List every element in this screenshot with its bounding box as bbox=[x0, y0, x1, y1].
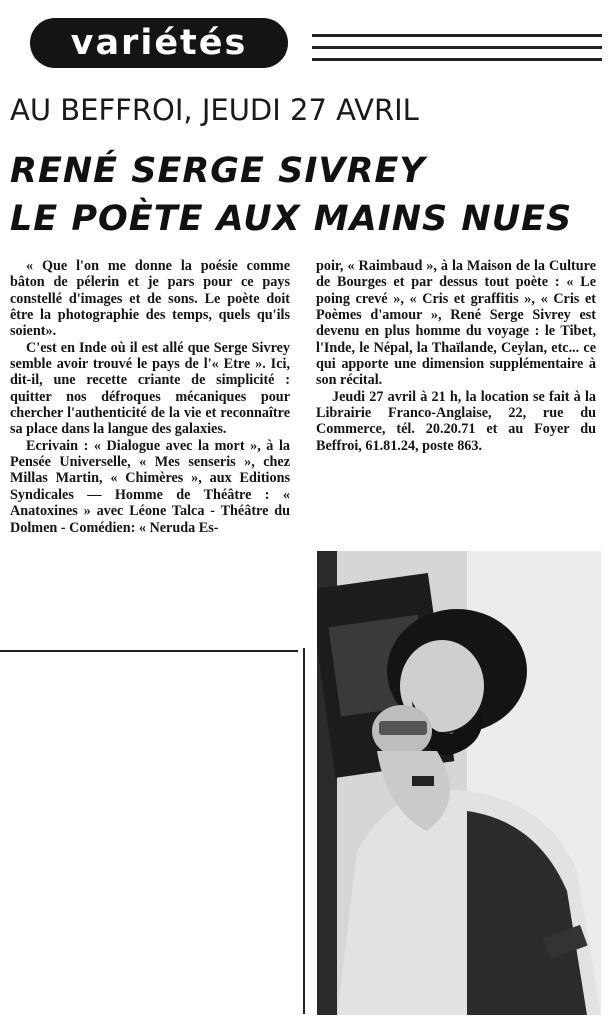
column-1-paragraph-3: Ecrivain : « Dialogue avec la mort », à la Pensée Universelle, « Mes senseris », chez Millas Martin, « Chimères », aux Editions Syndicales — Homme de Théâtre : « Anatoxines » avec Léone Talca - Théâtre du Dolmen - Comédien: « Neruda Es- bbox=[10, 437, 290, 536]
photo-illustration bbox=[317, 551, 601, 1015]
article-column-1 bbox=[10, 258, 290, 536]
column-end-rule bbox=[0, 650, 298, 652]
decorative-rule-1 bbox=[312, 34, 602, 37]
man-playing-harmonica-photo bbox=[317, 551, 601, 1015]
rubric-banner bbox=[30, 18, 288, 68]
decorative-rule-2 bbox=[312, 46, 602, 49]
photo-divider-rule bbox=[303, 648, 305, 1014]
column-1-paragraph-2: C'est en Inde où il est allé que Serge Sivrey semble avoir trouvé le pays de l'« Etre ». Ici, dit-il, une recette criante de simplicité : quitter nos défroques mécaniques pour chercher l'authenticité de la vie et reconnaître sa place dans la langue des galaxies. bbox=[10, 339, 290, 438]
headline-line-2: LE POÈTE AUX MAINS NUES bbox=[10, 199, 573, 239]
column-2-paragraph-2: Jeudi 27 avril à 21 h, la location se fait à la Librairie Franco-Anglaise, 22, rue du Commerce, tél. 20.20.71 et au Foyer du Beffroi, 61.81.24, poste 863. bbox=[316, 388, 596, 454]
column-2-paragraph-1: poir, « Raimbaud », à la Maison de la Culture de Bourges et par dessus tout poète : « Le poing crevé », « Cris et graffitis », « Cris et Poèmes d'amour », René Serge Sivrey est devenu en plus homme du voyage : le Tibet, l'Inde, le Népal, la Thaïlande, Ceylan, etc... ce qui apporte une dimension supplémentaire à son récital. bbox=[316, 258, 596, 389]
headline-line-1: RENÉ SERGE SIVREY bbox=[10, 151, 426, 191]
rubric-label: variétés bbox=[70, 23, 248, 63]
article-column-2 bbox=[316, 258, 596, 454]
article-kicker: AU BEFFROI, JEUDI 27 AVRIL bbox=[10, 93, 419, 127]
column-1-paragraph-1: « Que l'on me donne la poésie comme bâton de pélerin et je pars pour ce pays constellé d'images et de sons. Le poète doit être la photographie des temps, quels qu'ils soient». bbox=[10, 258, 290, 340]
decorative-rule-3 bbox=[312, 58, 602, 61]
